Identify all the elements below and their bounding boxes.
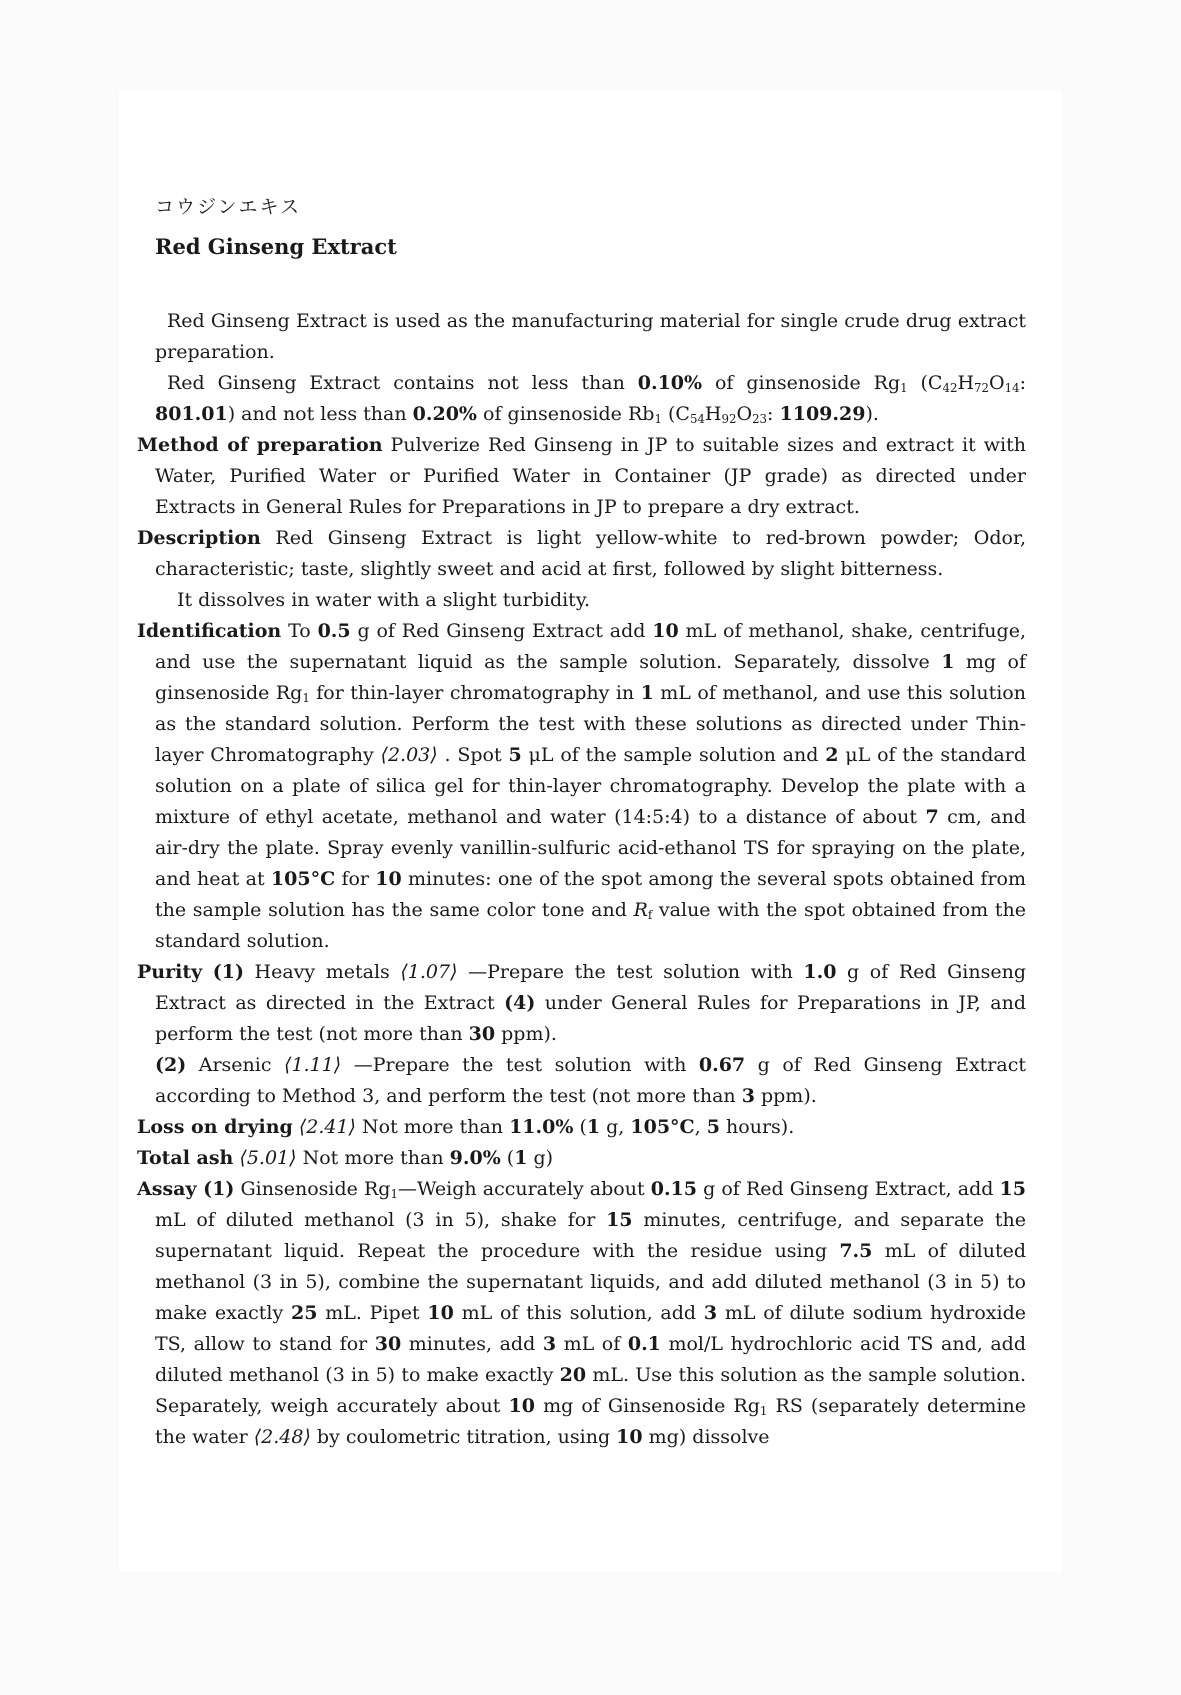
- loss-on-drying: [137, 1112, 1026, 1143]
- text-run: f: [647, 907, 653, 922]
- text-run: hours).: [720, 1116, 795, 1138]
- text-run: H: [957, 372, 975, 394]
- text-run: of ginsenoside Rg: [702, 372, 901, 394]
- text-run: 1: [640, 682, 654, 704]
- text-run: 1: [941, 651, 955, 673]
- text-run: . Spot: [437, 744, 509, 766]
- text-run: Total ash: [137, 1147, 234, 1169]
- text-run: mL of methanol, shake, centrifuge, and use the supernatant liquid as the sample solution. Separately, dissolve: [155, 620, 1026, 673]
- text-run: It dissolves in water with a slight turbidity.: [177, 589, 591, 611]
- text-run: 1: [390, 1186, 398, 1201]
- text-run: ⟨2.48⟩: [253, 1426, 311, 1448]
- text-run: ppm).: [495, 1023, 557, 1045]
- text-run: 20: [559, 1364, 587, 1386]
- text-run: minutes: one of the spot among the several spots obtained from the sample solution has the same color tone and: [155, 868, 1026, 921]
- identification: [137, 616, 1027, 957]
- text-run: Identification: [137, 620, 282, 642]
- text-run: for: [335, 868, 376, 890]
- text-run: ,: [694, 1116, 707, 1138]
- text-run: (: [573, 1116, 587, 1138]
- text-run: Heavy metals: [243, 961, 401, 983]
- text-run: 30: [468, 1023, 496, 1045]
- text-run: Red Ginseng Extract contains not less than: [167, 372, 638, 394]
- text-run: 10: [616, 1426, 643, 1448]
- text-run: 5: [706, 1116, 720, 1138]
- text-run: 0.1: [627, 1333, 661, 1355]
- text-run: —Weigh accurately about: [397, 1178, 651, 1200]
- monograph-body: [137, 306, 1026, 1453]
- text-run: minutes, centrifuge, and separate the supernatant liquid. Repeat the procedure with the residue using: [155, 1209, 1027, 1262]
- text-run: ⟨2.03⟩: [380, 744, 438, 766]
- text-run: under General Rules for Preparations in JP, and perform the test (not more than: [155, 992, 1026, 1045]
- text-run: g): [527, 1147, 554, 1169]
- description: [137, 523, 1026, 585]
- text-run: R: [633, 899, 648, 921]
- text-run: 0.5: [317, 620, 351, 642]
- text-run: mL of: [556, 1333, 628, 1355]
- text-run: 7.5: [839, 1240, 873, 1262]
- text-run: Arsenic: [186, 1054, 285, 1076]
- text-run: O: [736, 403, 753, 425]
- text-run: 9.0%: [449, 1147, 501, 1169]
- text-run: 72: [974, 380, 990, 395]
- text-run: 3: [542, 1333, 557, 1355]
- text-run: 0.15: [650, 1178, 697, 1200]
- text-run: 1: [900, 380, 908, 395]
- text-run: —Prepare the test solution with: [457, 961, 804, 983]
- text-run: 1109.29: [779, 403, 866, 425]
- text-run: O: [989, 372, 1005, 394]
- text-run: 1: [514, 1147, 528, 1169]
- text-run: 25: [291, 1302, 318, 1324]
- text-run: ) and not less than: [227, 403, 413, 425]
- text-run: 92: [721, 411, 737, 426]
- assay-1-ginsenoside-rg1: [137, 1174, 1027, 1453]
- page-title: Red Ginseng Extract: [155, 234, 397, 259]
- text-run: (4): [504, 992, 536, 1014]
- text-run: Loss on drying: [137, 1116, 293, 1138]
- intro-content: [155, 368, 1026, 430]
- text-run: 801.01: [155, 403, 228, 425]
- text-run: mL of dilute sodium hydroxide TS, allow to stand for: [155, 1302, 1026, 1355]
- text-run: of ginsenoside Rb: [476, 403, 655, 425]
- text-run: 54: [689, 411, 705, 426]
- text-run: ).: [865, 403, 879, 425]
- text-run: 10: [652, 620, 679, 642]
- text-run: mg of Ginsenoside Rg: [534, 1395, 760, 1417]
- text-run: μL of the sample solution and: [521, 744, 826, 766]
- purity-1-heavy-metals: [137, 957, 1027, 1050]
- text-run: 7: [925, 806, 939, 828]
- text-run: To: [281, 620, 318, 642]
- text-run: mg) dissolve: [642, 1426, 770, 1448]
- text-run: 0.67: [698, 1054, 746, 1076]
- text-run: g of Red Ginseng Extract, add: [697, 1178, 1000, 1200]
- text-run: 1: [586, 1116, 601, 1138]
- text-run: Method of preparation: [137, 434, 383, 456]
- text-run: minutes, add: [401, 1333, 543, 1355]
- text-run: 1: [759, 1403, 768, 1418]
- text-run: ⟨1.11⟩: [284, 1054, 342, 1076]
- text-run: mL of methanol, and use this solution as the standard solution. Perform the test with these solutions as directed under Thin-layer Chromatography: [155, 682, 1026, 766]
- text-run: RS (separately determine the water: [155, 1395, 1026, 1448]
- text-run: 0.20%: [412, 403, 477, 425]
- text-run: mol/L hydrochloric acid TS and, add diluted methanol (3 in 5) to make exactly: [155, 1333, 1026, 1386]
- text-run: mL. Use this solution as the sample solution. Separately, weigh accurately about: [155, 1364, 1026, 1417]
- text-run: 1.0: [803, 961, 837, 983]
- text-run: Not more than: [355, 1116, 510, 1138]
- text-run: mL of diluted methanol (3 in 5), shake for: [155, 1209, 607, 1231]
- text-run: ⟨2.41⟩: [298, 1116, 356, 1138]
- text-run: mg of ginsenoside Rg: [155, 651, 1027, 704]
- text-run: 10: [508, 1395, 535, 1417]
- method-of-preparation: [137, 430, 1027, 523]
- text-run: g of Red Ginseng Extract according to Method 3, and perform the test (not more than: [155, 1054, 1026, 1107]
- text-run: (2): [155, 1054, 187, 1076]
- text-run: :: [767, 403, 780, 425]
- text-run: mL. Pipet: [317, 1302, 428, 1324]
- text-run: 105°C: [630, 1116, 695, 1138]
- text-run: 15: [606, 1209, 633, 1231]
- text-run: by coulometric titration, using: [310, 1426, 617, 1448]
- text-run: (1): [212, 961, 244, 983]
- text-run: value with the spot obtained from the standard solution.: [155, 899, 1026, 952]
- text-run: g of Red Ginseng Extract as directed in the Extract: [155, 961, 1027, 1014]
- text-run: 3: [741, 1085, 755, 1107]
- text-run: for thin-layer chromatography in: [309, 682, 641, 704]
- intro-usage: [155, 306, 1026, 368]
- text-run: Assay (1): [137, 1178, 235, 1200]
- text-run: (C: [661, 403, 690, 425]
- text-run: g,: [600, 1116, 631, 1138]
- text-run: (C: [907, 372, 943, 394]
- text-run: 105°C: [270, 868, 336, 890]
- text-run: Description: [137, 527, 261, 549]
- text-run: 10: [375, 868, 402, 890]
- text-run: —Prepare the test solution with: [341, 1054, 699, 1076]
- text-run: 14: [1004, 380, 1020, 395]
- text-run: (: [500, 1147, 515, 1169]
- text-run: 5: [508, 744, 522, 766]
- text-run: cm, and air-dry the plate. Spray evenly vanillin-sulfuric acid-ethanol TS for spraying on the plate, and heat at: [155, 806, 1026, 890]
- text-run: H: [704, 403, 722, 425]
- text-run: 3: [703, 1302, 718, 1324]
- text-run: Red Ginseng Extract is used as the manufacturing material for single crude drug extract preparation.: [155, 310, 1026, 363]
- text-run: Not more than: [296, 1147, 450, 1169]
- text-run: 1: [302, 690, 310, 705]
- text-run: μL of the standard solution on a plate of silica gel for thin-layer chromatography. Develop the plate with a mixture of ethyl acetate, methanol and water (14:5:4) to a distance of about: [155, 744, 1027, 828]
- text-run: mL of this solution, add: [453, 1302, 704, 1324]
- text-run: 15: [999, 1178, 1026, 1200]
- text-run: 0.10%: [637, 372, 703, 394]
- text-run: ppm).: [754, 1085, 817, 1107]
- description-solubility: [155, 585, 1026, 616]
- text-run: 42: [942, 380, 958, 395]
- text-run: 1: [654, 411, 662, 426]
- text-run: 10: [427, 1302, 454, 1324]
- text-run: [202, 961, 213, 983]
- total-ash: [137, 1143, 1026, 1174]
- text-run: :: [1019, 372, 1026, 394]
- text-run: mL of diluted methanol (3 in 5), combine the supernatant liquids, and add diluted methanol (3 in 5) to make exactly: [155, 1240, 1026, 1324]
- text-run: ⟨5.01⟩: [239, 1147, 297, 1169]
- japanese-title: コウジンエキス: [155, 196, 302, 218]
- text-run: 30: [374, 1333, 402, 1355]
- text-run: Pulverize Red Ginseng in JP to suitable sizes and extract it with Water, Purified Water or Purified Water in Container (JP grade) as directed under Extracts in General Rules for Preparations in JP to prepare a dry extract.: [155, 434, 1027, 518]
- text-run: ⟨1.07⟩: [400, 961, 458, 983]
- purity-2-arsenic: [155, 1050, 1026, 1112]
- document-page: [119, 90, 1062, 1572]
- text-run: Purity: [137, 961, 203, 983]
- text-run: Red Ginseng Extract is light yellow-white to red-brown powder; Odor, characteristic; taste, slightly sweet and acid at first, followed by slight bitterness.: [155, 527, 1026, 580]
- text-run: g of Red Ginseng Extract add: [350, 620, 653, 642]
- text-run: 23: [752, 411, 768, 426]
- text-run: Ginsenoside Rg: [234, 1178, 391, 1200]
- text-run: 11.0%: [509, 1116, 574, 1138]
- text-run: 2: [825, 744, 839, 766]
